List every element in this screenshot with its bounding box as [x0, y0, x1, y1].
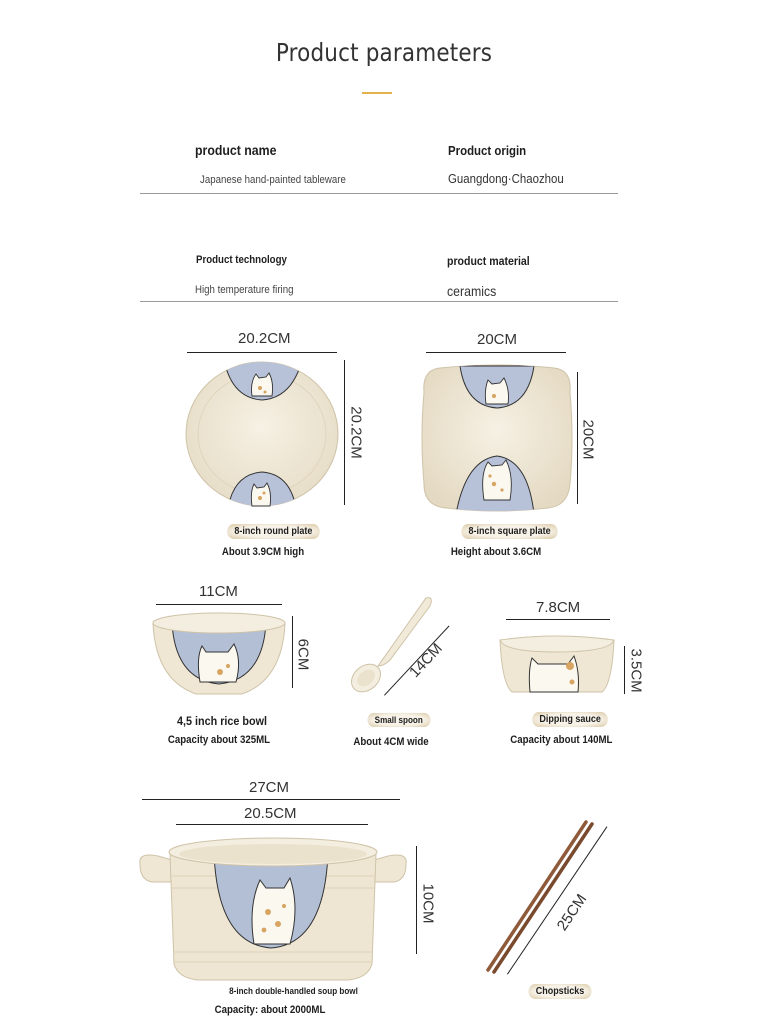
square-plate-name: 8-inch square plate — [461, 524, 557, 539]
soup-bowl-height-label: 10CM — [419, 883, 437, 924]
title-accent-line — [362, 92, 392, 94]
dimension-line — [624, 646, 625, 694]
dipping-width-label: 7.8CM — [536, 599, 581, 616]
rice-bowl-width-label: 11CM — [199, 583, 238, 600]
square-plate-detail: Height about 3.6CM — [450, 546, 542, 558]
dipping-height-label: 3.5CM — [627, 648, 645, 693]
dimension-line — [156, 604, 282, 605]
technology-label: Product technology — [196, 254, 287, 266]
round-plate-name: 8-inch round plate — [227, 524, 319, 539]
soup-bowl-inner-width-label: 20.5CM — [244, 805, 297, 822]
rice-bowl-height-label: 6CM — [294, 638, 312, 671]
dimension-line — [142, 799, 400, 800]
dimension-line — [292, 616, 293, 688]
dimension-line — [176, 824, 368, 825]
dipping-detail: Capacity about 140ML — [510, 734, 613, 746]
square-plate-image — [422, 366, 572, 510]
chopsticks-length-label: 25CM — [553, 891, 591, 934]
square-plate-height-label: 20CM — [579, 419, 597, 460]
page-title: Product parameters — [275, 38, 493, 67]
origin-value: Guangdong·Chaozhou — [448, 171, 564, 186]
spoon-name: Small spoon — [367, 713, 430, 727]
material-value: ceramics — [447, 283, 497, 299]
square-plate-width-label: 20CM — [477, 331, 518, 348]
soup-bowl-name: 8-inch double-handled soup bowl — [229, 986, 358, 996]
material-label: product material — [447, 254, 530, 268]
round-plate-height-label: 20.2CM — [347, 406, 365, 459]
dimension-line — [577, 372, 578, 504]
origin-label: Product origin — [448, 143, 527, 158]
soup-bowl-image — [138, 832, 408, 982]
dipping-dish-image — [498, 630, 616, 696]
product-name-value: Japanese hand-painted tableware — [200, 174, 346, 186]
spoon-length-label: 14CM — [406, 640, 446, 681]
technology-value: High temperature firing — [195, 284, 294, 296]
round-plate-width-label: 20.2CM — [238, 330, 291, 347]
round-plate-image — [184, 360, 340, 508]
dimension-line — [426, 352, 566, 353]
rice-bowl-detail: Capacity about 325ML — [167, 734, 271, 746]
dimension-line — [344, 360, 345, 505]
rice-bowl-image — [150, 610, 288, 700]
soup-bowl-outer-width-label: 27CM — [249, 779, 290, 796]
soup-bowl-detail: Capacity: about 2000ML — [214, 1004, 326, 1016]
rice-bowl-name: 4,5 inch rice bowl — [177, 714, 268, 728]
spoon-image — [348, 594, 438, 698]
divider — [140, 193, 618, 194]
dipping-name: Dipping sauce — [532, 712, 608, 727]
spoon-detail: About 4CM wide — [353, 736, 429, 748]
round-plate-detail: About 3.9CM high — [221, 546, 305, 558]
divider — [140, 301, 618, 302]
dimension-line — [187, 352, 337, 353]
chopsticks-name: Chopsticks — [528, 984, 591, 999]
dimension-line — [506, 619, 610, 620]
product-name-label: product name — [195, 142, 277, 158]
dimension-line — [416, 846, 417, 954]
